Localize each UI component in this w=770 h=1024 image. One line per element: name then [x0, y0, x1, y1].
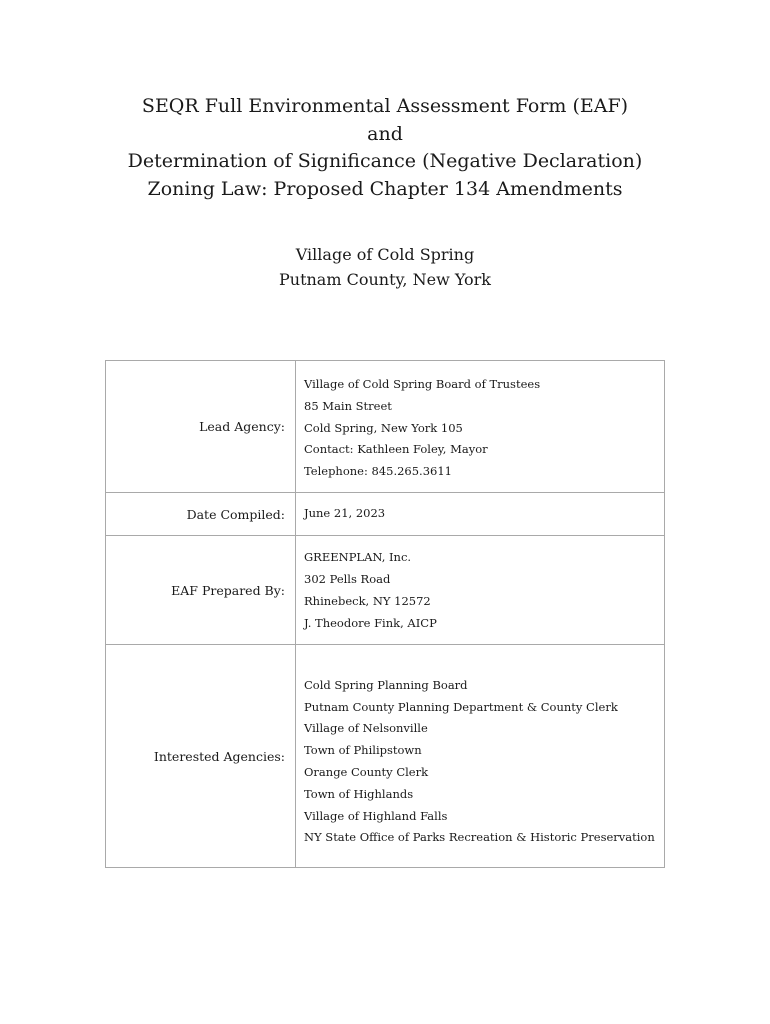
title-line: Zoning Law: Proposed Chapter 134 Amendments	[147, 177, 623, 200]
lead-agency-label: Lead Agency:	[106, 361, 296, 493]
info-table	[105, 360, 665, 868]
date-compiled-line: June 21, 2023	[304, 506, 386, 521]
prepared-by-value	[296, 536, 665, 645]
title-line: Determination of Significance (Negative Declaration)	[127, 150, 643, 172]
title-line: SEQR Full Environmental Assessment Form (EAF)	[141, 95, 629, 117]
title-line: and	[367, 122, 403, 145]
document-title	[0, 93, 770, 203]
table-row-prepared-by	[106, 536, 665, 645]
table-row-date-compiled	[106, 493, 665, 536]
prepared-by-line: J. Theodore Fink, AICP	[304, 615, 437, 630]
subtitle-line: Village of Cold Spring	[295, 245, 475, 264]
table-row-lead-agency	[106, 361, 665, 493]
document-subtitle	[0, 242, 770, 292]
interested-agency-line: Cold Spring Planning Board	[304, 677, 468, 692]
interested-agency-line: Orange County Clerk	[304, 765, 429, 779]
interested-agency-line: Town of Highlands	[304, 786, 414, 801]
lead-agency-line: Cold Spring, New York 105	[304, 420, 463, 435]
lead-agency-value	[296, 361, 665, 493]
lead-agency-line: Telephone: 845.265.3611	[304, 464, 452, 479]
prepared-by-line: 302 Pells Road	[304, 572, 391, 587]
interested-agencies-value	[296, 645, 665, 868]
interested-agency-line: Putnam County Planning Department & County Clerk	[304, 699, 618, 714]
interested-agency-line: NY State Office of Parks Recreation & Historic Preservation	[304, 830, 655, 845]
interested-agencies-label: Interested Agencies:	[106, 645, 296, 868]
lead-agency-line: 85 Main Street	[304, 398, 392, 413]
interested-agency-line: Village of Nelsonville	[304, 721, 428, 736]
subtitle-line: Putnam County, New York	[279, 270, 491, 289]
prepared-by-label: EAF Prepared By:	[106, 536, 296, 645]
date-compiled-label: Date Compiled:	[106, 493, 296, 536]
interested-agency-line: Town of Philipstown	[304, 743, 422, 758]
interested-agency-line: Village of Highland Falls	[304, 808, 448, 823]
table-row-interested-agencies	[106, 645, 665, 868]
lead-agency-line: Contact: Kathleen Foley, Mayor	[304, 442, 488, 457]
date-compiled-value	[296, 493, 665, 536]
lead-agency-line: Village of Cold Spring Board of Trustees	[304, 377, 541, 391]
prepared-by-line: Rhinebeck, NY 12572	[304, 594, 431, 608]
prepared-by-line: GREENPLAN, Inc.	[304, 550, 412, 565]
